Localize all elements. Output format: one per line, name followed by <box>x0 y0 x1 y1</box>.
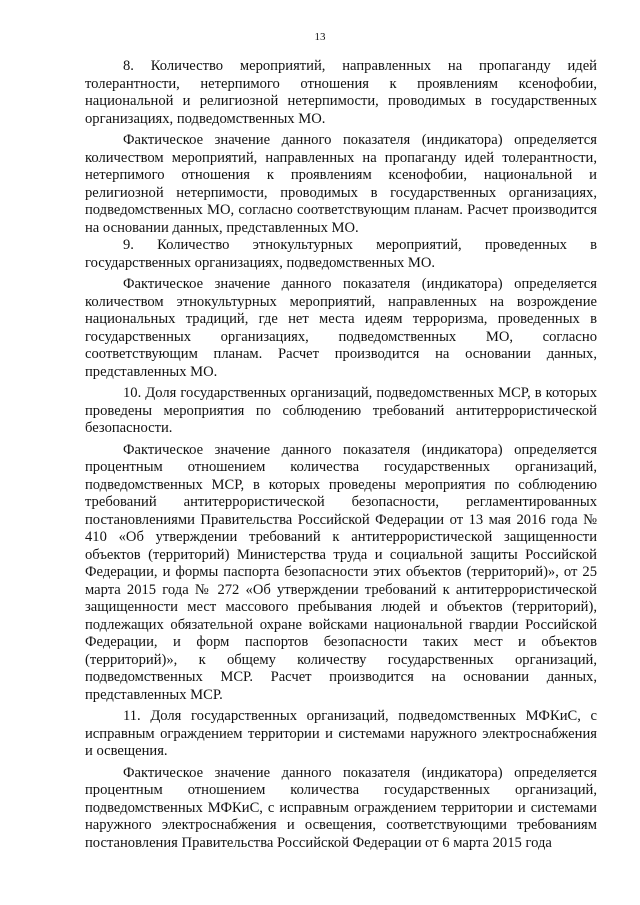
page-number: 13 <box>314 31 326 43</box>
indicator-10-title: 10. Доля государственных организаций, подведомственных МСР, в которых проведены мероприятия по соблюдению требований антитеррористической безопасности. <box>85 385 597 436</box>
indicator-11-title: 11. Доля государственных организаций, подведомственных МФКиС, с исправным ограждением территории и системами наружного электроснабжения и освещения. <box>85 708 597 759</box>
indicator-8-title: 8. Количество мероприятий, направленных на пропаганду идей толерантности, нетерпимого отношения к проявлениям ксенофобии, национальной и религиозной нетерпимости, проводимых в государственных организациях, подведомственных МО. <box>85 58 597 127</box>
indicator-8-description: Фактическое значение данного показателя (индикатора) определяется количеством мероприятий, направленных на пропаганду идей толерантности, нетерпимого отношения к проявлениям ксенофобии, национальной и религиозной нетерпимости, проводимых в государственных организациях, подведомственных МО, согласно соответствующим планам. Расчет производится на основании данных, представленных МО. <box>85 132 597 236</box>
indicator-11-description: Фактическое значение данного показателя (индикатора) определяется процентным отношением количества государственных организаций, подведомственных МФКиС, с исправным ограждением территории и системами наружного электроснабжения и освещения, соответствующими требованиям постановления Правительства Российской Федерации от 6 марта 2015 года <box>85 764 597 851</box>
indicator-9-description: Фактическое значение данного показателя (индикатора) определяется количеством этнокультурных мероприятий, направленных на возрождение национальных традиций, где нет места идеям терроризма, проведенных в государственных организациях, подведомственных МО, согласно соответствующим планам. Расчет производится на основании данных, представленных МО. <box>85 276 597 380</box>
document-body <box>85 58 597 852</box>
indicator-10-description: Фактическое значение данного показателя (индикатора) определяется процентным отношением количества государственных организаций, подведомственных МСР, в которых проведены мероприятия по соблюдению требований антитеррористической безопасности, регламентированных постановлениями Правительства Российской Федерации от 13 мая 2016 года № 410 «Об утверждении требований к антитеррористической защищенности объектов (территорий) Министерства труда и социальной защиты Российской Федерации, и формы паспорта безопасности этих объектов (территорий)», от 25 марта 2015 года № 272 «Об утверждении требований к антитеррористической защищенности мест массового пребывания людей и объектов (территорий), подлежащих обязательной охране войсками национальной гвардии Российской Федерации, и форм паспортов безопасности таких мест и объектов (территорий)», к общему количеству государственных организаций, подведомственных МСР. Расчет производится на основании данных, представленных МСР. <box>85 441 597 703</box>
indicator-9-title: 9. Количество этнокультурных мероприятий, проведенных в государственных организациях, подведомственных МО. <box>85 237 597 271</box>
